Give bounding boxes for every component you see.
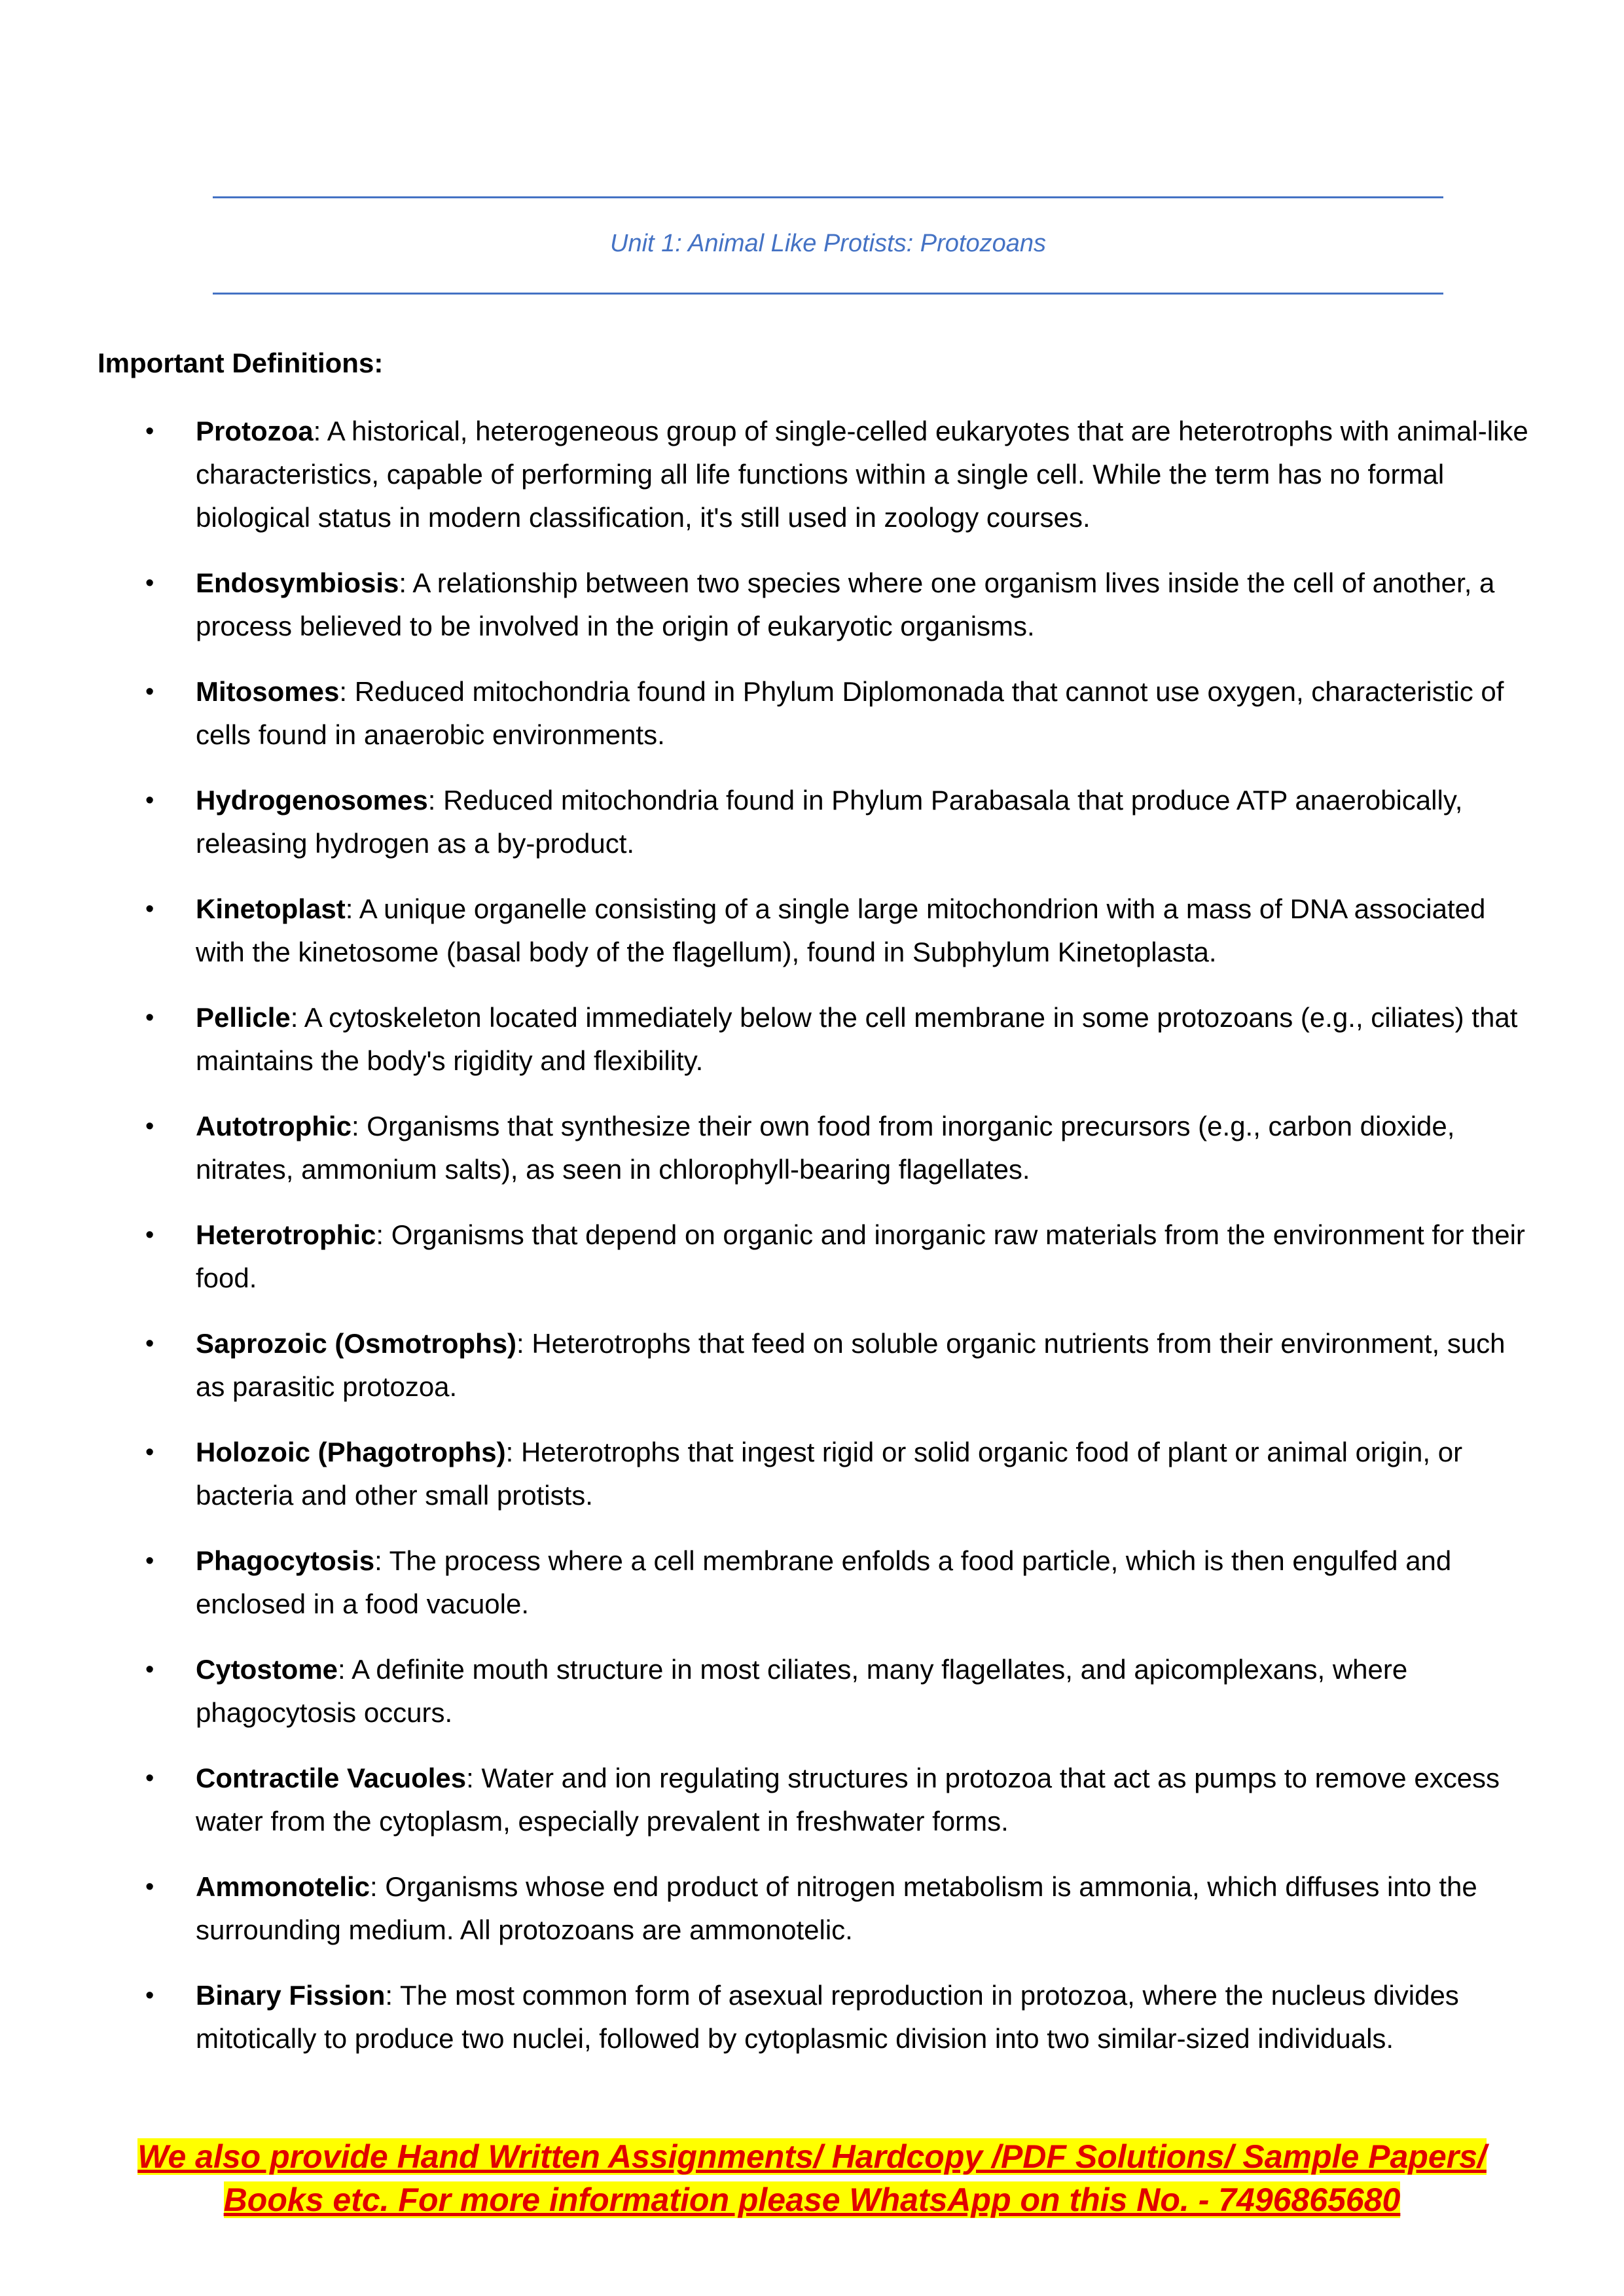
bullet-icon: • xyxy=(145,895,154,923)
definition-term: Cytostome xyxy=(196,1654,338,1685)
definition-item xyxy=(98,779,1531,865)
bullet-icon: • xyxy=(145,1873,154,1901)
bullet-icon: • xyxy=(145,1330,154,1357)
definition-item xyxy=(98,996,1531,1083)
definition-term: Phagocytosis xyxy=(196,1545,375,1576)
definition-term: Endosymbiosis xyxy=(196,567,399,598)
section-heading: Important Definitions: xyxy=(98,348,384,378)
promo-banner xyxy=(65,2135,1559,2221)
definition-item xyxy=(98,1865,1531,1952)
definition-term: Pellicle xyxy=(196,1002,291,1033)
definition-text: : Heterotrophs that feed on soluble organic nutrients from their environment, such as parasitic protozoa. xyxy=(196,1328,1506,1402)
definition-term: Protozoa xyxy=(196,416,314,446)
bullet-icon: • xyxy=(145,1004,154,1031)
definition-text: : A definite mouth structure in most ciliates, many flagellates, and apicomplexans, where phagocytosis occurs. xyxy=(196,1654,1408,1728)
definition-text: : Reduced mitochondria found in Phylum Diplomonada that cannot use oxygen, characteristic of cells found in anaerobic environments. xyxy=(196,676,1504,750)
bullet-icon: • xyxy=(145,787,154,814)
definition-term: Heterotrophic xyxy=(196,1219,376,1250)
bullet-icon: • xyxy=(145,1765,154,1792)
definition-item xyxy=(98,670,1531,757)
promo-line-2: Books etc. For more information please WhatsApp on this No. - 7496865680 xyxy=(223,2181,1401,2218)
definition-item xyxy=(98,410,1531,539)
promo-line-1: We also provide Hand Written Assignments/ Hardcopy /PDF Solutions/ Sample Papers/ xyxy=(137,2138,1487,2175)
bullet-icon: • xyxy=(145,1439,154,1466)
definition-item xyxy=(98,1539,1531,1626)
bullet-icon: • xyxy=(145,1113,154,1140)
bullet-icon: • xyxy=(145,1982,154,2009)
definition-item xyxy=(98,888,1531,974)
definition-text: : A unique organelle consisting of a single large mitochondrion with a mass of DNA associated with the kinetosome (basal body of the flagellum), found in Subphylum Kinetoplasta. xyxy=(196,893,1486,967)
definitions-list xyxy=(98,410,1531,2083)
definition-term: Mitosomes xyxy=(196,676,340,707)
definition-term: Binary Fission xyxy=(196,1980,386,2011)
definition-term: Contractile Vacuoles xyxy=(196,1763,467,1793)
definition-item xyxy=(98,562,1531,648)
definition-term: Kinetoplast xyxy=(196,893,346,924)
definition-text: : A relationship between two species where one organism lives inside the cell of another, a process believed to be involved in the origin of eukaryotic organisms. xyxy=(196,567,1495,641)
definition-item xyxy=(98,1648,1531,1734)
bullet-icon: • xyxy=(145,1656,154,1683)
definition-text: : Heterotrophs that ingest rigid or solid organic food of plant or animal origin, or bacteria and other small protists. xyxy=(196,1437,1463,1511)
definition-item xyxy=(98,1213,1531,1300)
definition-text: : Organisms that depend on organic and inorganic raw materials from the environment for their food. xyxy=(196,1219,1525,1293)
definition-item xyxy=(98,1105,1531,1191)
bullet-icon: • xyxy=(145,1221,154,1249)
bullet-icon: • xyxy=(145,678,154,706)
definition-term: Autotrophic xyxy=(196,1111,352,1141)
definition-term: Hydrogenosomes xyxy=(196,785,428,816)
header-bottom-rule xyxy=(213,293,1443,295)
definition-term: Holozoic (Phagotrophs) xyxy=(196,1437,506,1467)
definition-term: Saprozoic (Osmotrophs) xyxy=(196,1328,517,1359)
bullet-icon: • xyxy=(145,569,154,597)
page-header-title: Unit 1: Animal Like Protists: Protozoans xyxy=(610,230,1046,257)
definition-text: : Organisms that synthesize their own food from inorganic precursors (e.g., carbon dioxide, nitrates, ammonium salts), as seen in chlorophyll-bearing flagellates. xyxy=(196,1111,1455,1185)
definition-text: : A historical, heterogeneous group of single-celled eukaryotes that are heterotrophs with animal-like characteristics, capable of performing all life functions within a single cell. While the term has no formal biological status in modern classification, it's still used in zoology courses. xyxy=(196,416,1528,533)
definition-text: : Water and ion regulating structures in protozoa that act as pumps to remove excess water from the cytoplasm, especially prevalent in freshwater forms. xyxy=(196,1763,1500,1837)
definition-item xyxy=(98,1322,1531,1408)
definition-item xyxy=(98,1974,1531,2060)
definition-text: : Organisms whose end product of nitrogen metabolism is ammonia, which diffuses into the surrounding medium. All protozoans are ammonotelic. xyxy=(196,1871,1477,1945)
definition-text: : A cytoskeleton located immediately below the cell membrane in some protozoans (e.g., ciliates) that maintains the body's rigidity and flexibility. xyxy=(196,1002,1518,1076)
definition-item xyxy=(98,1431,1531,1517)
definition-text: : Reduced mitochondria found in Phylum Parabasala that produce ATP anaerobically, releasing hydrogen as a by-product. xyxy=(196,785,1463,859)
bullet-icon: • xyxy=(145,1547,154,1575)
definition-text: : The most common form of asexual reproduction in protozoa, where the nucleus divides mitotically to produce two nuclei, followed by cytoplasmic division into two similar-sized individuals. xyxy=(196,1980,1459,2054)
bullet-icon: • xyxy=(145,418,154,445)
definition-term: Ammonotelic xyxy=(196,1871,370,1902)
definition-text: : The process where a cell membrane enfolds a food particle, which is then engulfed and enclosed in a food vacuole. xyxy=(196,1545,1452,1619)
definition-item xyxy=(98,1757,1531,1843)
header-top-rule xyxy=(213,196,1443,198)
